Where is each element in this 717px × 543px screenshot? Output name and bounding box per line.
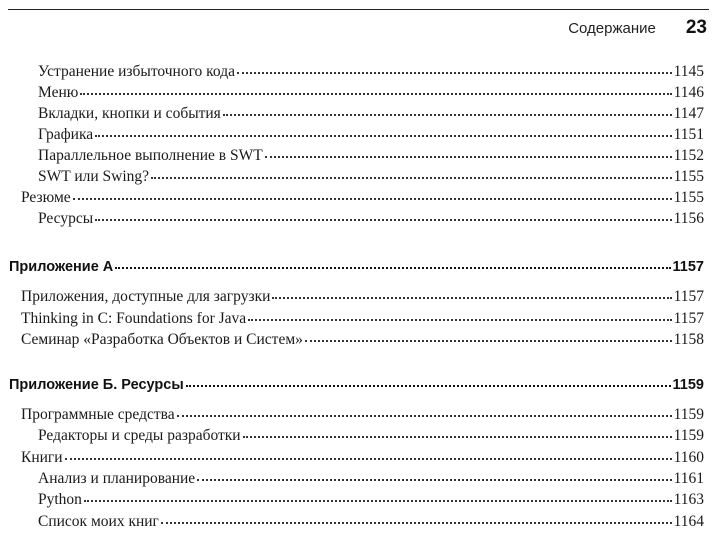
toc-entry-title: Книги <box>21 449 63 466</box>
header-page-number: 23 <box>685 17 707 38</box>
dot-leader <box>115 267 670 269</box>
toc-entry-title: Редакторы и среды разработки <box>38 427 241 444</box>
toc-entry-page: 1152 <box>673 147 704 164</box>
toc-entry-title: Ресурсы <box>38 210 94 227</box>
toc-entry-page: 1161 <box>673 470 704 487</box>
toc-entry[interactable] <box>38 470 704 491</box>
chapter-page: 1157 <box>672 259 704 275</box>
toc-entry[interactable] <box>38 147 704 168</box>
toc-chapter-appendix-a[interactable] <box>9 259 704 280</box>
toc-entry[interactable] <box>38 427 704 448</box>
toc-entry[interactable] <box>21 288 704 309</box>
dot-leader <box>95 135 671 137</box>
dot-leader <box>305 340 672 342</box>
dot-leader <box>95 219 671 221</box>
dot-leader <box>223 114 672 116</box>
dot-leader <box>243 436 672 438</box>
toc-entry-title: Приложения, доступные для загрузки <box>21 288 271 305</box>
toc-entry-page: 1155 <box>673 189 704 206</box>
toc-entry-title: Резюме <box>21 189 71 206</box>
running-header <box>568 17 707 41</box>
toc-entry-page: 1151 <box>673 126 704 143</box>
toc-entry-title: Меню <box>38 84 79 101</box>
toc-entry-page: 1163 <box>673 491 704 508</box>
toc-entry-summary[interactable] <box>21 189 704 210</box>
toc-entry-title: Thinking in C: Foundations for Java <box>21 310 247 327</box>
dot-leader <box>177 415 672 417</box>
toc-entry-page: 1157 <box>673 310 704 327</box>
toc-entry[interactable] <box>38 513 704 534</box>
dot-leader <box>80 93 671 95</box>
toc-entry[interactable] <box>21 310 704 331</box>
header-rule <box>8 9 709 10</box>
toc-entry-page: 1147 <box>673 105 704 122</box>
toc-entry-title: Устранение избыточного кода <box>38 63 235 80</box>
toc-entry-page: 1160 <box>673 449 704 466</box>
dot-leader <box>151 177 672 179</box>
toc-entry-page: 1164 <box>673 513 704 530</box>
toc-entry-page: 1159 <box>673 427 704 444</box>
toc-entry-title: Вкладки, кнопки и события <box>38 105 221 122</box>
toc-entry-title: Графика <box>38 126 94 143</box>
toc-entry-page: 1156 <box>673 210 704 227</box>
toc-entry[interactable] <box>21 331 704 352</box>
toc-entry[interactable] <box>38 105 704 126</box>
chapter-title: Приложение А <box>9 259 114 275</box>
dot-leader <box>73 198 672 200</box>
toc-entry-title: Python <box>38 491 82 508</box>
toc-entry[interactable] <box>38 63 704 84</box>
dot-leader <box>65 458 672 460</box>
toc-entry-title: Семинар «Разработка Объектов и Систем» <box>21 331 303 348</box>
toc-entry[interactable] <box>38 168 704 189</box>
toc-entry-title: SWT или Swing? <box>38 168 150 185</box>
toc-entry-title: Программные средства <box>21 406 175 423</box>
dot-leader <box>186 385 671 387</box>
toc-entry[interactable] <box>38 84 704 105</box>
toc-entry-page: 1159 <box>673 406 704 423</box>
toc-entry-page: 1158 <box>673 331 704 348</box>
dot-leader <box>84 500 672 502</box>
chapter-title: Приложение Б. Ресурсы <box>9 377 184 393</box>
toc-entry-title: Список моих книг <box>38 513 159 530</box>
dot-leader <box>237 72 672 74</box>
toc-entry-page: 1157 <box>673 288 704 305</box>
toc-entry[interactable] <box>21 406 704 427</box>
toc-chapter-appendix-b[interactable] <box>9 377 704 398</box>
toc-entry-page: 1155 <box>673 168 704 185</box>
dot-leader <box>161 522 672 524</box>
toc-entry-page: 1146 <box>673 84 704 101</box>
chapter-page: 1159 <box>672 377 704 393</box>
toc-entry[interactable] <box>38 491 704 512</box>
toc-entry[interactable] <box>38 126 704 147</box>
toc-entry-resources[interactable] <box>38 210 704 231</box>
dot-leader <box>197 479 671 481</box>
dot-leader <box>265 156 672 158</box>
toc-entry-title: Параллельное выполнение в SWT <box>38 147 263 164</box>
toc-entry-page: 1145 <box>673 63 704 80</box>
toc-entry[interactable] <box>21 449 704 470</box>
header-section-title: Содержание <box>568 20 656 37</box>
toc-entry-title: Анализ и планирование <box>38 470 196 487</box>
dot-leader <box>248 319 671 321</box>
dot-leader <box>272 297 671 299</box>
